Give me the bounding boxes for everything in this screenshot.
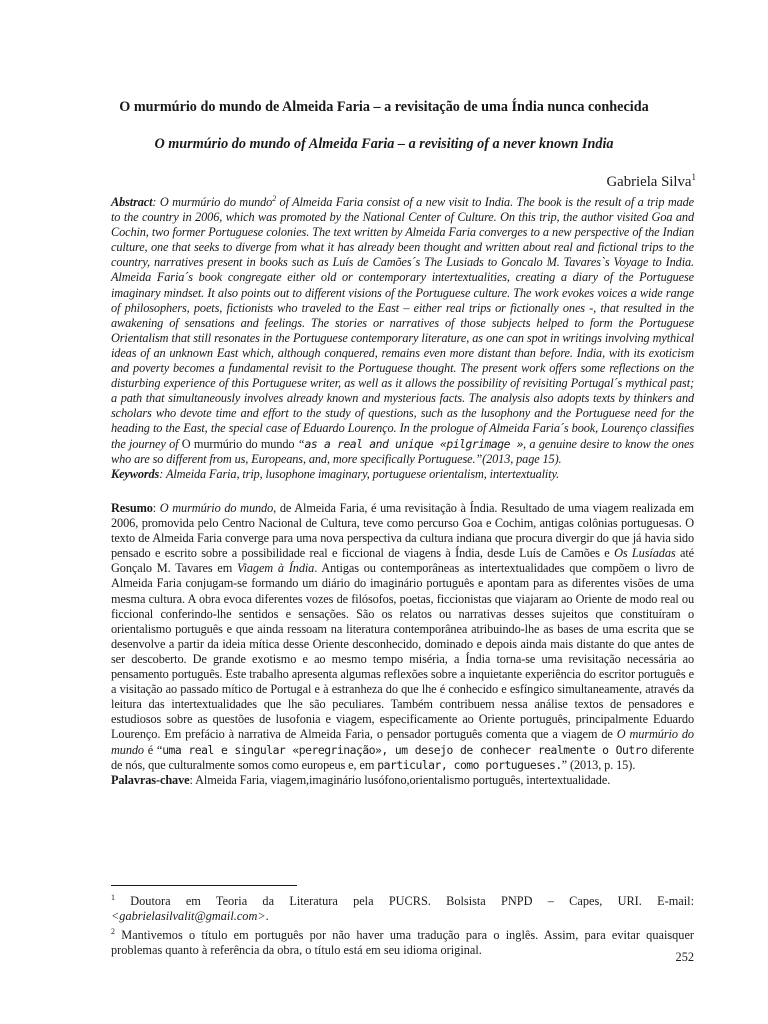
- abstract-separator: :: [152, 195, 160, 209]
- abstract-section: [111, 195, 694, 482]
- abstract-quote-rest: , a genuine desire to know the ones who are so different from us, Europeans, and, more specifically Portuguese.”(2013, page 15).: [111, 436, 694, 466]
- resumo-label: Resumo: [111, 501, 153, 515]
- keywords-text: : Almeida Faria, trip, lusophone imaginary, portuguese orientalism, intertextuality.: [159, 466, 560, 481]
- footnote-1-text: Doutora em Teoria da Literatura pela PUCRS. Bolsista PNPD – Capes, URI. E-mail:: [115, 894, 694, 909]
- abstract-work-title: O murmúrio do mundo: [159, 195, 273, 209]
- abstract-footnote-ref[interactable]: 2: [272, 193, 277, 203]
- page-number: 252: [675, 950, 694, 964]
- footnote-divider: [111, 885, 297, 886]
- abstract-text-1: of Almeida Faria consist of a new visit to India. The book is the result of a trip made to the country in 2006, which was promoted by the National Center of Culture. On this trip, the author visited Goa and Cochin, two former Portuguese colonies. The text written by Almeida Faria converges to a new perspective of the Indian culture, one that seeks to diverge from what it has already been thought and written about real and fictional trips to the country, narratives present in books such as Luís de Camões´s The Lusiads to Goncalo M. Tavares`s Voyage to India. Almeida Faria´s book congregate either old or contemporary intertextualities, creating a diary of the Portuguese imaginary mindset. It also points out to different visions of the Portuguese culture. The work evokes voices a wide range of philosophers, poets, fictionists who traveled to the East – either real trips or fictionally ones -, that resulted in the awakening of sensations and feelings. The stories or narratives of those subjects helped to form the Portuguese Orientalism that still resonates in the Portuguese contemporary literature, as one can spot in writings involving mythical ideas of an unknown East which, although conquered, remains even more distant than before. India, with its exoticism and poverty becomes a fundamental revisit to the Portuguese thought. The present work offers some reflections on the disturbing experience of this Portuguese writer, as well as it allows the possibility of revisiting Portugal´s mythical past; a path that simultaneously involves already known and mysterious facts. The analysis also adopts texts by thinkers and scholars who devote time and effort to the study of questions, such as the lusophony and the Portuguese need for the heading to the East, the special case of Eduardo Lourenço. In the prologue of Almeida Faria´s book, Lourenço classifies the journey of: [111, 195, 694, 451]
- resumo-text-3: . Antigas ou contemporâneas as intertextualidades que compõem o livro de Almeida Faria conjugam-se formando um diário do imaginário português e apontam para as diferentes visões de uma mesma cultura. A obra evoca diferentes vozes de filósofos, poetas, ficcionistas que viajaram ao Oriente de modo real ou ficcional conferindo-lhe sentidos e sensações. São os relatos ou narrativas desses sujeitos que constituíram o orientalismo português e que ainda ressoam na literatura contemporânea atribuindo-lhe as bases de uma escrita que se desenvolve a partir da ideia mítica desse Oriente desconhecido, dominado e depois ainda mais distante do que antes de ser descoberto. De grande exotismo e ao mesmo tempo miséria, a Índia torna-se uma revisitação necessária ao pensamento português. Este trabalho apresenta algumas reflexões sobre a inquietante experiência do escritor português e a visitação ao passado mítico de Portugal e à estranheza do que lhe é conhecido e esfíngico simultaneamente, através da leitura das intertextualidades que lhe são peculiares. Também contribuem nessa análise textos de pensadores e estudiosos sobre as questões de lusofonia e viagem, especificamente ao Oriente português, principalmente Eduardo Lourenço. Em prefácio à narrativa de Almeida Faria, o pensador português comenta que a viagem de: [111, 561, 695, 742]
- footnote-1-email[interactable]: <gabrielasilvalit@gmail.com>: [111, 909, 266, 924]
- resumo-work-title-2: O murmúrio do mundo: [111, 727, 694, 757]
- resumo-quote-end: ” (2013, p. 15).: [561, 757, 636, 772]
- resumo-section: [111, 501, 694, 788]
- resumo-quote-rest: diferente de nós, que culturalmente somos como europeus e, em: [111, 742, 694, 772]
- resumo-work-lusiadas: Os Lusíadas: [614, 546, 676, 561]
- paper-title-portuguese: O murmúrio do mundo de Almeida Faria – a revisitação de uma Índia nunca conhecida: [119, 99, 649, 115]
- footnote-2-text: Mantivemos o título em português por não haver uma tradução para o inglês. Assim, para evitar quaisquer problemas quanto à referência da obra, o título está em seu idioma original.: [111, 928, 694, 958]
- footnote-2: [111, 924, 694, 958]
- resumo-work-title: O murmúrio do mundo: [159, 501, 274, 515]
- abstract-quote-open: “: [294, 436, 305, 451]
- author-line: [606, 168, 696, 191]
- resumo-text-1: , de Almeida Faria, é uma revisitação à Índia. Resultado de uma viagem realizada em 2006, promovida pelo Centro Nacional de Cultura, teve como percurso Goa e Cochim, antigas colônias portuguesas. O texto de Almeida Faria converge para uma nova perspectiva da cultura indiana que procura divergir do que já havia sido pensado e escrito sobre a possibilidade real e ficcional de viagens à Índia, desde Luís de Camões e: [111, 501, 695, 561]
- footnote-1: [111, 890, 694, 924]
- resumo-quote-mono-2: particular, como portugueses.: [377, 757, 562, 772]
- abstract-work-title-2: O murmúrio do mundo: [181, 436, 295, 451]
- resumo-quote-mono: uma real e singular «peregrinação», um desejo de conhecer realmente o Outro: [162, 742, 648, 757]
- footnote-1-end: .: [265, 909, 269, 924]
- footnote-2-number: 2: [111, 927, 115, 937]
- abstract-label: Abstract: [111, 195, 153, 209]
- resumo-text-2: até Gonçalo M. Tavares em: [111, 546, 695, 576]
- resumo-work-viagem: Viagem à Índia: [237, 561, 315, 576]
- resumo-text-4: é “: [143, 742, 163, 757]
- palavras-chave-label: Palavras-chave: [111, 772, 190, 787]
- palavras-chave-line: [111, 773, 694, 788]
- paper-title-english: O murmúrio do mundo of Almeida Faria – a revisiting of a never known India: [154, 136, 614, 152]
- author-name: Gabriela Silva: [606, 173, 692, 190]
- author-footnote-ref[interactable]: 1: [691, 172, 696, 182]
- resumo-separator: :: [152, 501, 160, 515]
- keywords-label: Keywords: [111, 466, 160, 481]
- keywords-line: [111, 467, 694, 482]
- palavras-chave-text: : Almeida Faria, viagem,imaginário lusófono,orientalismo português, intertextualidade.: [189, 772, 611, 787]
- footnote-1-number: 1: [111, 893, 115, 902]
- abstract-quote-mono: as a real and unique «pilgrimage »: [304, 436, 524, 451]
- footnotes-section: [111, 890, 694, 959]
